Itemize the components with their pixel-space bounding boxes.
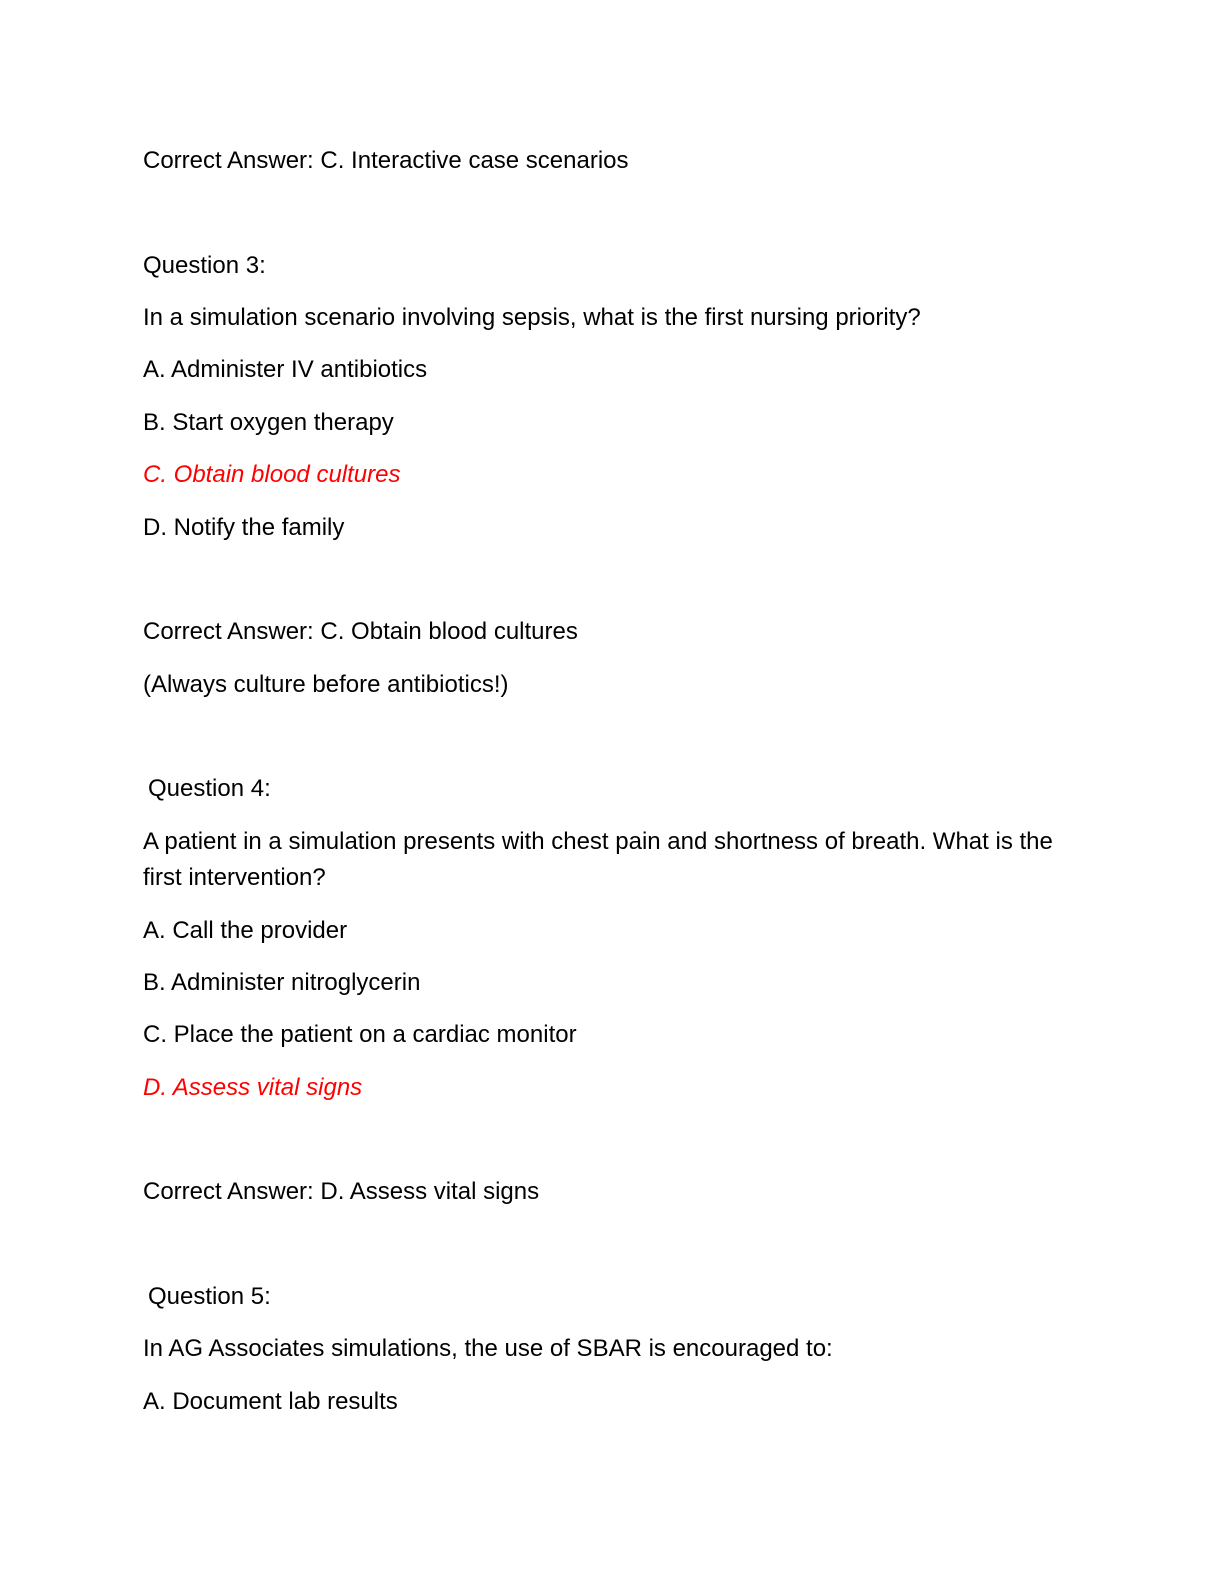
question-4-heading: Question 4: (148, 775, 271, 802)
question-5-prompt: In AG Associates simulations, the use of SBAR is encouraged to: (143, 1335, 833, 1362)
question-4-option-a: A. Call the provider (143, 917, 348, 944)
question-3-option-b: B. Start oxygen therapy (143, 409, 394, 436)
question-4-correct-answer: Correct Answer: D. Assess vital signs (143, 1178, 540, 1205)
question-3-note: (Always culture before antibiotics!) (143, 671, 509, 698)
question-4-option-c: C. Place the patient on a cardiac monitor (143, 1021, 577, 1048)
question-4-option-b: B. Administer nitroglycerin (143, 969, 421, 996)
question-3-option-c-highlighted: C. Obtain blood cultures (143, 461, 401, 488)
question-3-prompt: In a simulation scenario involving sepsis, what is the first nursing priority? (143, 304, 921, 331)
question-5-option-a: A. Document lab results (143, 1388, 398, 1415)
question-3-correct-answer: Correct Answer: C. Obtain blood cultures (143, 618, 578, 645)
question-3-heading: Question 3: (143, 252, 266, 279)
previous-correct-answer: Correct Answer: C. Interactive case scenarios (143, 147, 629, 174)
question-3-option-d: D. Notify the family (143, 514, 345, 541)
question-4-option-d-highlighted: D. Assess vital signs (143, 1074, 363, 1101)
question-4-prompt: A patient in a simulation presents with chest pain and shortness of breath. What is the first intervention? (143, 828, 1053, 891)
question-3-option-a: A. Administer IV antibiotics (143, 356, 428, 383)
question-5-heading: Question 5: (148, 1283, 271, 1310)
